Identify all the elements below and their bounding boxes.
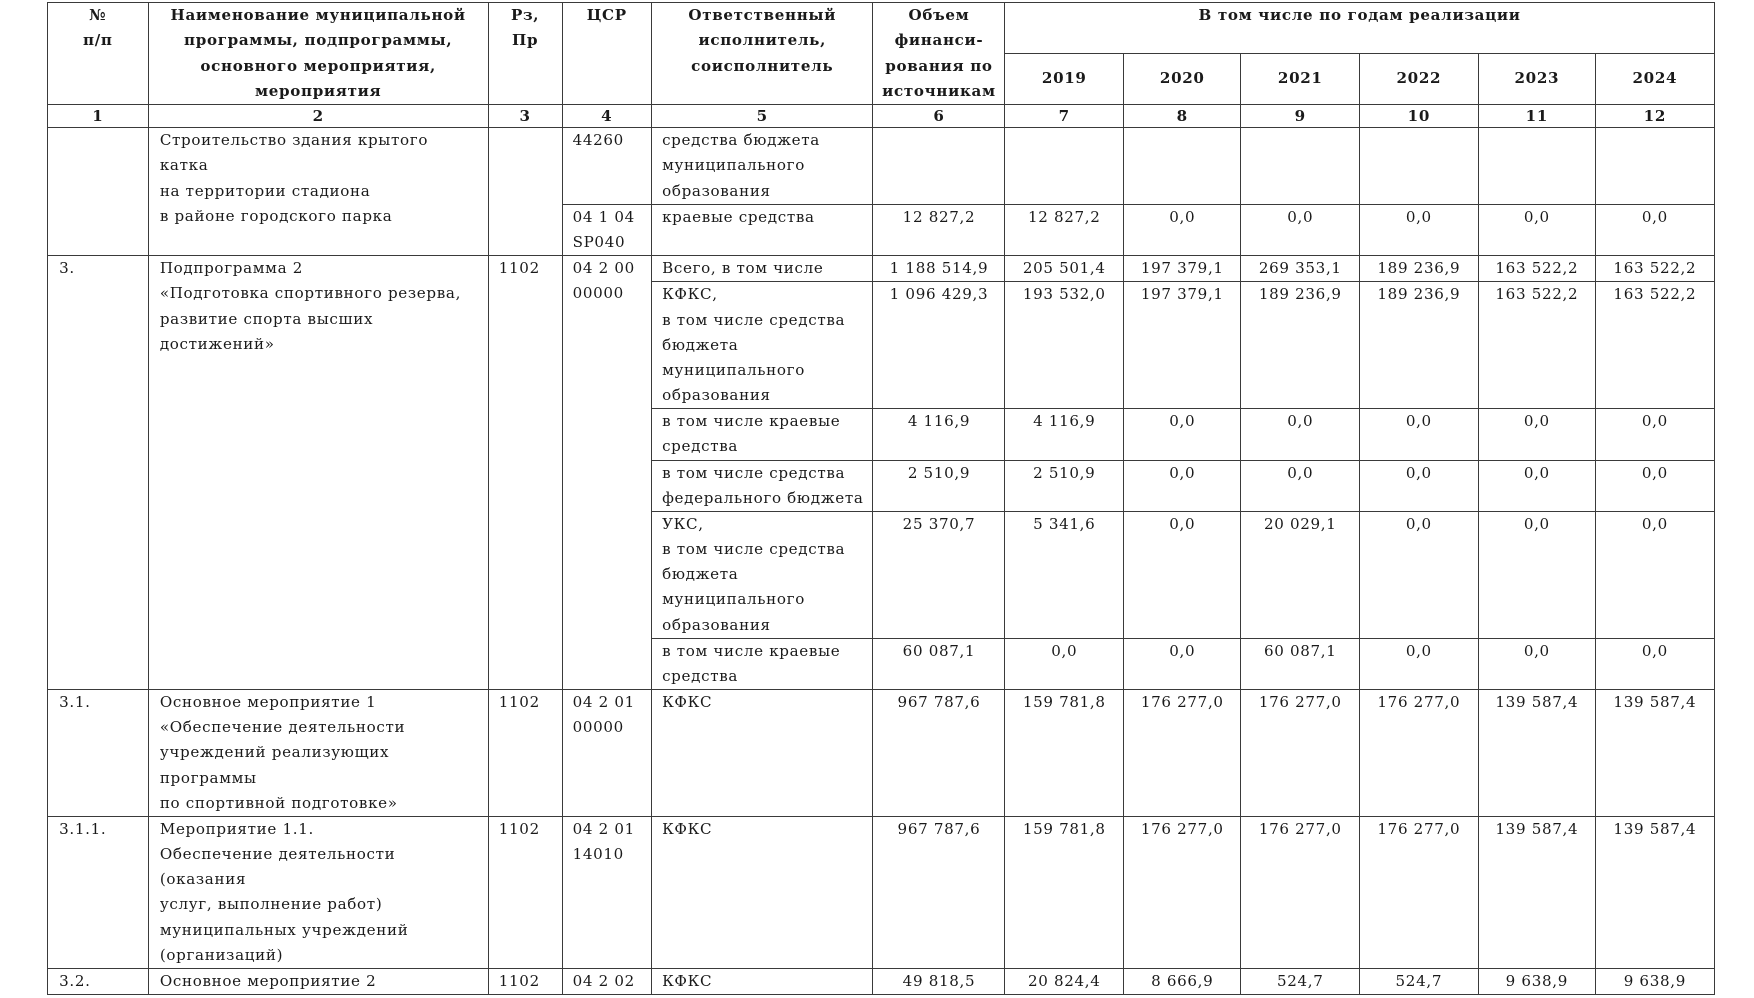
column-number: 12 — [1596, 104, 1715, 127]
value-2023: 163 522,2 — [1478, 256, 1595, 282]
column-number: 1 — [47, 104, 148, 127]
header-year: 2020 — [1124, 54, 1241, 105]
value-2024: 0,0 — [1596, 638, 1715, 689]
column-number: 5 — [652, 104, 873, 127]
value-2019: 205 501,4 — [1005, 256, 1124, 282]
table-row — [47, 690, 1714, 817]
value-2024: 139 587,4 — [1596, 690, 1715, 817]
budget-table-page — [47, 2, 1715, 995]
header-year: 2019 — [1005, 54, 1124, 105]
value-2021: 20 029,1 — [1241, 511, 1360, 638]
value-2020: 197 379,1 — [1124, 282, 1241, 409]
value-2023: 0,0 — [1478, 409, 1595, 460]
value-2019 — [1005, 128, 1124, 205]
value-2022: 0,0 — [1360, 638, 1479, 689]
column-number: 3 — [488, 104, 562, 127]
value-2019: 12 827,2 — [1005, 204, 1124, 255]
row-responsible: КФКС — [652, 816, 873, 968]
value-2019: 5 341,6 — [1005, 511, 1124, 638]
value-2020: 0,0 — [1124, 511, 1241, 638]
value-2021: 176 277,0 — [1241, 690, 1360, 817]
header-year: 2021 — [1241, 54, 1360, 105]
value-2022: 189 236,9 — [1360, 282, 1479, 409]
row-responsible: в том числе средства федерального бюджета — [652, 460, 873, 511]
value-total: 967 787,6 — [873, 690, 1005, 817]
row-csr: 04 2 01 00000 — [562, 690, 651, 817]
row-name: Строительство здания крытого катка на территории стадиона в районе городского парка — [148, 128, 488, 256]
value-total: 25 370,7 — [873, 511, 1005, 638]
value-2021: 176 277,0 — [1241, 816, 1360, 968]
header-row-1 — [47, 3, 1714, 54]
row-number: 3.1.1. — [47, 816, 148, 968]
value-2021: 0,0 — [1241, 460, 1360, 511]
value-2022: 524,7 — [1360, 968, 1479, 994]
value-2024: 0,0 — [1596, 460, 1715, 511]
value-total — [873, 128, 1005, 205]
value-2019: 159 781,8 — [1005, 690, 1124, 817]
column-number: 6 — [873, 104, 1005, 127]
value-2020 — [1124, 128, 1241, 205]
row-name: Подпрограмма 2 «Подготовка спортивного резерва, развитие спорта высших достижений» — [148, 256, 488, 690]
value-total: 49 818,5 — [873, 968, 1005, 994]
row-responsible: КФКС, в том числе средства бюджета муниципального образования — [652, 282, 873, 409]
value-2020: 0,0 — [1124, 638, 1241, 689]
row-responsible: в том числе краевые средства — [652, 638, 873, 689]
value-total: 2 510,9 — [873, 460, 1005, 511]
row-rz: 1102 — [488, 690, 562, 817]
value-2024: 0,0 — [1596, 204, 1715, 255]
value-2023: 163 522,2 — [1478, 282, 1595, 409]
row-name: Мероприятие 1.1. Обеспечение деятельности (оказания услуг, выполнение работ) муниципальных учреждений (организаций) — [148, 816, 488, 968]
budget-table — [47, 2, 1715, 995]
column-number: 11 — [1478, 104, 1595, 127]
value-2021: 269 353,1 — [1241, 256, 1360, 282]
row-csr: 04 2 00 00000 — [562, 256, 651, 690]
column-number: 7 — [1005, 104, 1124, 127]
value-2022: 176 277,0 — [1360, 690, 1479, 817]
value-2020: 0,0 — [1124, 204, 1241, 255]
header-csr: ЦСР — [562, 3, 651, 105]
value-2020: 197 379,1 — [1124, 256, 1241, 282]
row-responsible: Всего, в том числе — [652, 256, 873, 282]
value-2024: 0,0 — [1596, 409, 1715, 460]
value-2023: 0,0 — [1478, 511, 1595, 638]
row-number: 3. — [47, 256, 148, 690]
row-name: Основное мероприятие 2 — [148, 968, 488, 994]
row-name: Основное мероприятие 1 «Обеспечение деятельности учреждений реализующих программы по спортивной подготовке» — [148, 690, 488, 817]
table-row — [47, 968, 1714, 994]
value-2022: 0,0 — [1360, 409, 1479, 460]
value-2020: 176 277,0 — [1124, 816, 1241, 968]
value-2024: 139 587,4 — [1596, 816, 1715, 968]
table-row — [47, 128, 1714, 205]
header-name: Наименование муниципальной программы, подпрограммы, основного мероприятия, мероприятия — [148, 3, 488, 105]
row-number: 3.1. — [47, 690, 148, 817]
header-number: № п/п — [47, 3, 148, 105]
value-2019: 2 510,9 — [1005, 460, 1124, 511]
value-2022: 0,0 — [1360, 460, 1479, 511]
row-responsible: средства бюджета муниципального образования — [652, 128, 873, 205]
value-2019: 159 781,8 — [1005, 816, 1124, 968]
column-number: 10 — [1360, 104, 1479, 127]
value-2023: 139 587,4 — [1478, 690, 1595, 817]
row-responsible: КФКС — [652, 690, 873, 817]
value-2024: 9 638,9 — [1596, 968, 1715, 994]
row-rz: 1102 — [488, 968, 562, 994]
row-csr: 04 1 04 SP040 — [562, 204, 651, 255]
value-2021 — [1241, 128, 1360, 205]
value-2024 — [1596, 128, 1715, 205]
column-number: 4 — [562, 104, 651, 127]
value-2022: 189 236,9 — [1360, 256, 1479, 282]
column-number: 2 — [148, 104, 488, 127]
value-2019: 20 824,4 — [1005, 968, 1124, 994]
row-csr: 04 2 01 14010 — [562, 816, 651, 968]
value-2020: 176 277,0 — [1124, 690, 1241, 817]
value-2021: 0,0 — [1241, 204, 1360, 255]
value-2024: 0,0 — [1596, 511, 1715, 638]
value-2022: 0,0 — [1360, 511, 1479, 638]
value-2021: 60 087,1 — [1241, 638, 1360, 689]
column-number: 9 — [1241, 104, 1360, 127]
header-year: 2023 — [1478, 54, 1595, 105]
value-total: 12 827,2 — [873, 204, 1005, 255]
value-2020: 8 666,9 — [1124, 968, 1241, 994]
value-2022: 0,0 — [1360, 204, 1479, 255]
value-2023: 0,0 — [1478, 638, 1595, 689]
value-2023: 0,0 — [1478, 204, 1595, 255]
header-year: 2024 — [1596, 54, 1715, 105]
value-2019: 193 532,0 — [1005, 282, 1124, 409]
row-csr: 44260 — [562, 128, 651, 205]
header-rz-pr: Рз, Пр — [488, 3, 562, 105]
value-2023: 9 638,9 — [1478, 968, 1595, 994]
header-years-group: В том числе по годам реализации — [1005, 3, 1714, 54]
value-total: 4 116,9 — [873, 409, 1005, 460]
table-row — [47, 816, 1714, 968]
header-financing-volume: Объем финанси- рования по источникам — [873, 3, 1005, 105]
value-2022 — [1360, 128, 1479, 205]
value-total: 967 787,6 — [873, 816, 1005, 968]
value-2021: 0,0 — [1241, 409, 1360, 460]
row-responsible: КФКС — [652, 968, 873, 994]
row-number: 3.2. — [47, 968, 148, 994]
row-rz: 1102 — [488, 816, 562, 968]
value-total: 60 087,1 — [873, 638, 1005, 689]
row-responsible: краевые средства — [652, 204, 873, 255]
value-2021: 524,7 — [1241, 968, 1360, 994]
value-total: 1 188 514,9 — [873, 256, 1005, 282]
value-2023 — [1478, 128, 1595, 205]
value-2020: 0,0 — [1124, 409, 1241, 460]
value-2019: 4 116,9 — [1005, 409, 1124, 460]
table-row — [47, 256, 1714, 282]
value-2023: 139 587,4 — [1478, 816, 1595, 968]
row-rz: 1102 — [488, 256, 562, 690]
value-2020: 0,0 — [1124, 460, 1241, 511]
row-rz — [488, 128, 562, 256]
value-2022: 176 277,0 — [1360, 816, 1479, 968]
value-2023: 0,0 — [1478, 460, 1595, 511]
header-responsible: Ответственный исполнитель, соисполнитель — [652, 3, 873, 105]
row-responsible: в том числе краевые средства — [652, 409, 873, 460]
value-2019: 0,0 — [1005, 638, 1124, 689]
row-csr: 04 2 02 — [562, 968, 651, 994]
value-2024: 163 522,2 — [1596, 282, 1715, 409]
value-2024: 163 522,2 — [1596, 256, 1715, 282]
value-2021: 189 236,9 — [1241, 282, 1360, 409]
row-responsible: УКС, в том числе средства бюджета муниципального образования — [652, 511, 873, 638]
header-year: 2022 — [1360, 54, 1479, 105]
column-number-row — [47, 104, 1714, 127]
row-number — [47, 128, 148, 256]
value-total: 1 096 429,3 — [873, 282, 1005, 409]
column-number: 8 — [1124, 104, 1241, 127]
